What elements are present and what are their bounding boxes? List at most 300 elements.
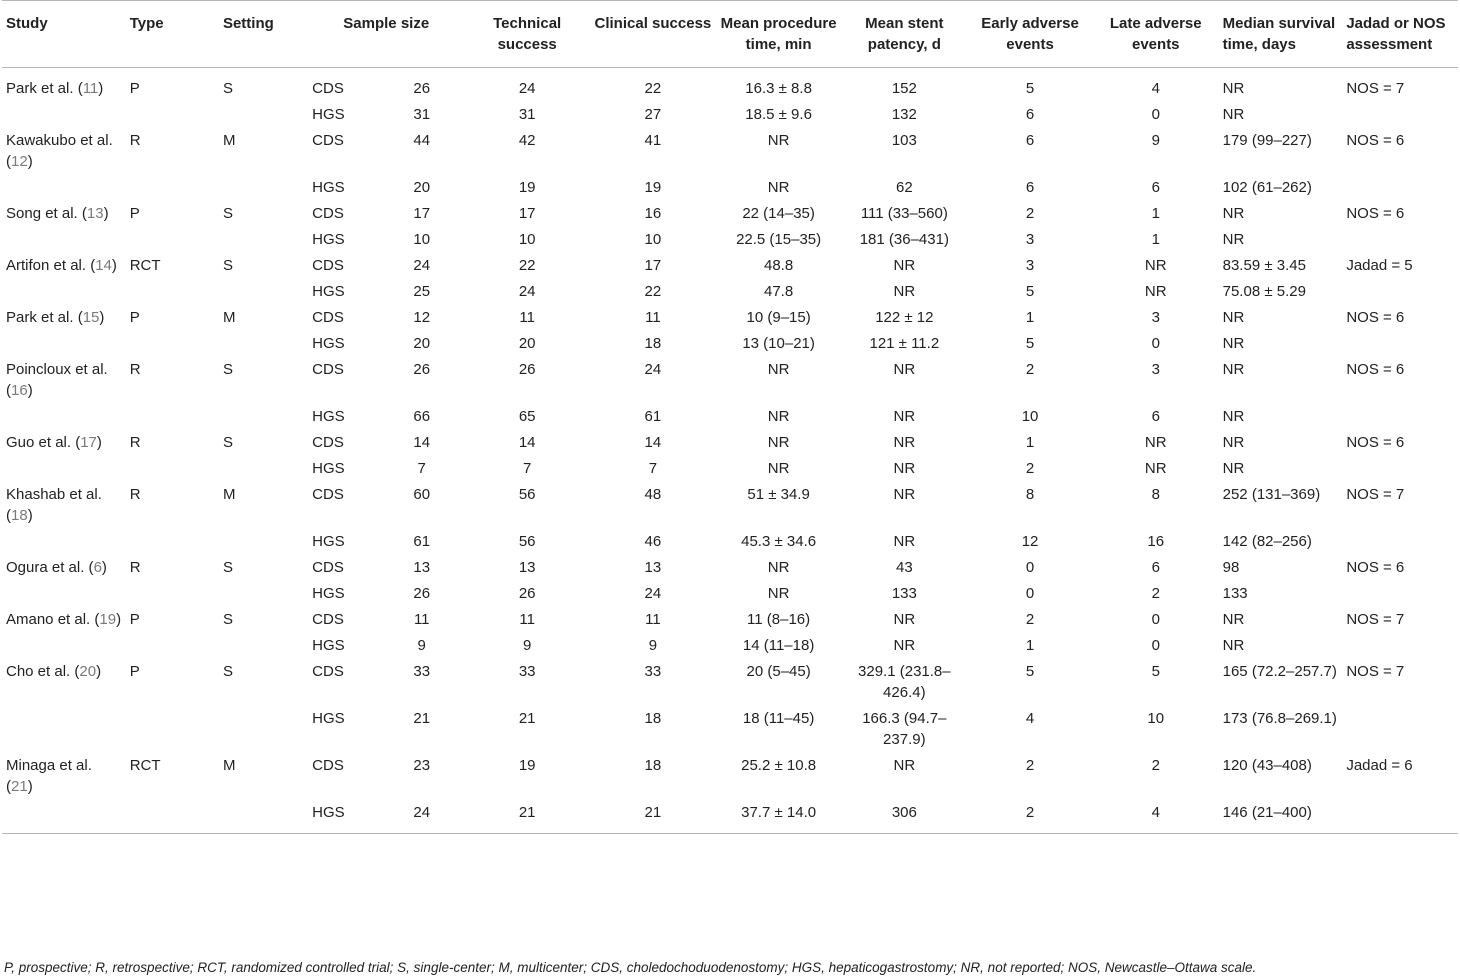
cell-procedure-time: 11 (8–16) [747, 611, 811, 628]
cell-type: P [129, 205, 140, 222]
cell-group: CDS [312, 257, 344, 274]
cell-technical-success: 11 [519, 611, 535, 628]
table-row [2, 404, 1458, 430]
cell-clinical-success: 7 [648, 460, 658, 477]
cell-sample-size: 11 [413, 611, 430, 628]
cell-stent-patency: 111 (33–560) [860, 205, 948, 222]
cell-procedure-time: 20 (5–45) [746, 663, 811, 680]
cell-early-adverse: 5 [1025, 283, 1035, 300]
cell-technical-success: 9 [523, 637, 532, 654]
cell-technical-success: 14 [518, 434, 536, 451]
cell-setting [219, 800, 308, 834]
header-setting: Setting [219, 1, 308, 68]
cell-sample-size: 31 [413, 106, 431, 123]
cell-procedure-time: NR [767, 434, 790, 451]
cell-setting: S [222, 559, 233, 576]
table-row [2, 581, 1458, 607]
cell-setting [219, 331, 308, 357]
cell-sample-size: 61 [413, 533, 431, 550]
cell-study [2, 800, 126, 834]
cell-late-adverse: 3 [1151, 361, 1160, 378]
cell-study: Minaga et al. (21) [6, 757, 92, 795]
header-median-survival: Median survival time, days [1219, 1, 1343, 68]
table-row [2, 68, 1458, 103]
study-name: Song et al. [6, 205, 78, 222]
cell-clinical-success: 41 [644, 132, 662, 149]
cell-clinical-success: 18 [644, 710, 662, 727]
cell-clinical-success: 18 [644, 335, 662, 352]
cell-stent-patency: 306 [841, 800, 967, 834]
cell-early-adverse: 2 [967, 800, 1093, 834]
cell-early-adverse: 10 [1021, 408, 1039, 425]
table-row [2, 482, 1458, 529]
cell-type [126, 456, 219, 482]
cell-technical-success: 22 [518, 257, 536, 274]
cell-setting: M [222, 132, 236, 149]
cell-median-survival: 165 (72.2–257.7) [1222, 663, 1337, 680]
reference-number: 12 [11, 153, 28, 170]
cell-late-adverse: 0 [1151, 106, 1160, 123]
cell-technical-success: 31 [518, 106, 536, 123]
cell-early-adverse: 5 [1025, 335, 1035, 352]
cell-early-adverse: 6 [1025, 106, 1035, 123]
cell-stent-patency: NR [893, 257, 916, 274]
cell-setting [219, 227, 308, 253]
cell-clinical-success: 17 [644, 257, 662, 274]
cell-clinical-success: 11 [645, 309, 661, 326]
cell-group: CDS [312, 132, 344, 149]
cell-procedure-time: 25.2 ± 10.8 [741, 757, 817, 774]
cell-stent-patency: 122 ± 12 [875, 309, 934, 326]
header-clinical-success: Clinical success [590, 1, 716, 68]
study-name: Artifon et al. [6, 257, 87, 274]
cell-setting [219, 279, 308, 305]
header-late-adverse: Late adverse events [1093, 1, 1219, 68]
cell-sample-size: 13 [413, 559, 431, 576]
reference-number: 19 [99, 611, 117, 628]
cell-early-adverse: 2 [1025, 757, 1035, 774]
reference-number: 17 [80, 434, 97, 451]
cell-setting: M [222, 309, 236, 326]
cell-type [126, 633, 219, 659]
cell-stent-patency: 152 [891, 80, 917, 97]
cell-group: CDS [312, 309, 344, 326]
cell-type: R [129, 434, 141, 451]
cell-procedure-time: 18.5 ± 9.6 [745, 106, 812, 123]
cell-study: Park et al. (15) [6, 309, 105, 326]
cell-assessment [1342, 800, 1458, 834]
cell-assessment [1342, 633, 1458, 659]
cell-group: HGS [312, 283, 345, 300]
cell-type [126, 175, 219, 201]
cell-median-survival: 179 (99–227) [1222, 132, 1312, 149]
cell-group: CDS [312, 663, 344, 680]
study-name: Guo et al. [6, 434, 72, 451]
cell-late-adverse: 1 [1151, 231, 1160, 248]
cell-median-survival: 98 [1222, 559, 1240, 576]
cell-study: Artifon et al. (14) [6, 257, 117, 274]
table-row [2, 659, 1458, 706]
cell-early-adverse: 3 [1025, 231, 1035, 248]
cell-late-adverse: 8 [1151, 486, 1160, 503]
cell-setting [219, 456, 308, 482]
cell-group: CDS [312, 434, 344, 451]
header-type: Type [126, 1, 219, 68]
reference-number: 15 [82, 309, 100, 326]
cell-clinical-success: 18 [644, 757, 662, 774]
cell-technical-success: 24 [518, 80, 536, 97]
table-row [2, 279, 1458, 305]
cell-group: CDS [312, 80, 344, 97]
cell-procedure-time: 37.7 ± 14.0 [716, 800, 842, 834]
cell-median-survival: NR [1222, 80, 1245, 97]
cell-group: HGS [312, 585, 345, 602]
cell-study: Khashab et al. (18) [6, 486, 102, 524]
table-row [2, 357, 1458, 404]
cell-study [2, 404, 126, 430]
cell-setting [219, 706, 308, 753]
cell-assessment: Jadad = 6 [1346, 757, 1413, 774]
cell-sample-size: 26 [413, 361, 431, 378]
cell-type: P [129, 80, 140, 97]
cell-setting: S [222, 663, 233, 680]
cell-early-adverse: 0 [1025, 559, 1035, 576]
cell-clinical-success: 24 [644, 361, 662, 378]
table-row [2, 456, 1458, 482]
reference-number: 20 [79, 663, 97, 680]
header-stent-patency: Mean stent patency, d [841, 1, 967, 68]
cell-clinical-success: 10 [644, 231, 662, 248]
cell-type [126, 404, 219, 430]
cell-median-survival: 83.59 ± 3.45 [1222, 257, 1306, 274]
cell-clinical-success: 48 [644, 486, 662, 503]
cell-stent-patency: NR [893, 486, 916, 503]
table-row [2, 529, 1458, 555]
cell-assessment: NOS = 7 [1346, 80, 1405, 97]
cell-sample-size: 60 [413, 486, 431, 503]
cell-technical-success: 26 [518, 361, 536, 378]
table-row [2, 633, 1458, 659]
cell-study: Poincloux et al. (16) [6, 361, 108, 399]
cell-early-adverse: 4 [1025, 710, 1035, 727]
table-row [2, 201, 1458, 227]
cell-assessment: Jadad = 5 [1346, 257, 1413, 274]
cell-setting [219, 581, 308, 607]
cell-technical-success: 11 [519, 309, 535, 326]
cell-group: CDS [312, 361, 344, 378]
cell-clinical-success: 22 [644, 80, 662, 97]
cell-setting: S [222, 434, 233, 451]
cell-group: HGS [312, 335, 345, 352]
cell-median-survival: NR [1222, 611, 1245, 628]
cell-setting: M [222, 486, 236, 503]
cell-assessment [1342, 404, 1458, 430]
cell-type: P [129, 611, 140, 628]
cell-median-survival: NR [1222, 361, 1245, 378]
cell-assessment: NOS = 6 [1346, 132, 1405, 149]
cell-technical-success: 19 [518, 179, 536, 196]
cell-group: CDS [312, 486, 344, 503]
cell-assessment: NOS = 7 [1346, 611, 1405, 628]
cell-group: HGS [308, 800, 379, 834]
cell-median-survival: NR [1222, 309, 1245, 326]
cell-procedure-time: NR [767, 361, 790, 378]
cell-early-adverse: 2 [1025, 611, 1035, 628]
cell-study: Cho et al. (20) [6, 663, 102, 680]
cell-late-adverse: 0 [1151, 335, 1160, 352]
cell-procedure-time: 10 (9–15) [746, 309, 811, 326]
cell-group: HGS [312, 710, 345, 727]
cell-clinical-success: 14 [644, 434, 662, 451]
cell-group: HGS [312, 460, 345, 477]
cell-group: HGS [312, 637, 345, 654]
cell-clinical-success: 13 [644, 559, 662, 576]
cell-study: Park et al. (11) [6, 80, 104, 97]
cell-stent-patency: 43 [895, 559, 913, 576]
cell-study: Ogura et al. (6) [6, 559, 107, 576]
cell-stent-patency: 133 [891, 585, 917, 602]
header-row [2, 1, 1458, 68]
cell-sample-size: 17 [413, 205, 431, 222]
reference-number: 13 [86, 205, 104, 222]
cell-stent-patency: NR [893, 408, 916, 425]
cell-assessment [1342, 227, 1458, 253]
study-name: Park et al. [6, 80, 74, 97]
cell-study [2, 279, 126, 305]
cell-study [2, 175, 126, 201]
cell-assessment [1342, 175, 1458, 201]
cell-sample-size: 20 [413, 335, 431, 352]
cell-study: Kawakubo et al. (12) [6, 132, 113, 170]
cell-stent-patency: NR [893, 637, 916, 654]
cell-setting: M [222, 757, 236, 774]
cell-clinical-success: 9 [648, 637, 658, 654]
cell-sample-size: 44 [413, 132, 431, 149]
cell-procedure-time: 45.3 ± 34.6 [741, 533, 817, 550]
cell-late-adverse: 3 [1151, 309, 1160, 326]
cell-median-survival: 173 (76.8–269.1) [1222, 710, 1337, 727]
cell-group: CDS [312, 611, 344, 628]
cell-clinical-success: 11 [645, 611, 661, 628]
header-sample-size: Sample size [308, 1, 464, 68]
cell-early-adverse: 1 [1025, 309, 1035, 326]
cell-clinical-success: 24 [644, 585, 662, 602]
cell-late-adverse: NR [1144, 460, 1167, 477]
cell-assessment: NOS = 6 [1346, 559, 1405, 576]
cell-median-survival: NR [1222, 408, 1245, 425]
cell-study [2, 331, 126, 357]
cell-type [126, 800, 219, 834]
cell-sample-size: 10 [413, 231, 431, 248]
study-name: Kawakubo et al. [6, 132, 113, 149]
reference-number: 14 [95, 257, 112, 274]
reference-number: 6 [93, 559, 102, 576]
cell-technical-success: 56 [518, 533, 536, 550]
cell-group: CDS [312, 757, 344, 774]
cell-procedure-time: NR [767, 132, 790, 149]
cell-type: R [129, 486, 141, 503]
cell-stent-patency: NR [893, 460, 916, 477]
table-row [2, 753, 1458, 800]
cell-median-survival: NR [1222, 231, 1245, 248]
cell-type [126, 102, 219, 128]
cell-early-adverse: 8 [1025, 486, 1035, 503]
cell-study: Song et al. (13) [6, 205, 109, 222]
cell-setting: S [222, 205, 233, 222]
reference-number: 18 [11, 507, 28, 524]
table-footnote: P, prospective; R, retrospective; RCT, randomized controlled trial; S, single-center; M, multicenter; CDS, choledochoduodenostomy; HGS, hepaticogastrostomy; NR, not reported; NOS, Newcastle–Ottawa scale. [4, 960, 1257, 975]
cell-early-adverse: 3 [1025, 257, 1035, 274]
cell-early-adverse: 2 [1025, 460, 1035, 477]
cell-technical-success: 20 [518, 335, 536, 352]
cell-median-survival: NR [1222, 637, 1245, 654]
cell-stent-patency: 181 (36–431) [859, 231, 949, 248]
cell-late-adverse: 5 [1151, 663, 1160, 680]
cell-group: CDS [312, 559, 344, 576]
table-row [2, 555, 1458, 581]
study-name: Ogura et al. [6, 559, 85, 576]
cell-technical-success: 65 [518, 408, 536, 425]
cell-assessment: NOS = 6 [1346, 309, 1405, 326]
cell-median-survival: 142 (82–256) [1222, 533, 1312, 550]
cell-early-adverse: 12 [1021, 533, 1039, 550]
cell-late-adverse: 4 [1093, 800, 1219, 834]
cell-sample-size: 12 [413, 309, 431, 326]
cell-assessment [1342, 706, 1458, 753]
cell-assessment: NOS = 6 [1346, 434, 1405, 451]
cell-type [126, 331, 219, 357]
cell-setting [219, 404, 308, 430]
cell-sample-size: 21 [413, 710, 431, 727]
cell-type [126, 279, 219, 305]
cell-procedure-time: 48.8 [764, 257, 794, 274]
cell-setting [219, 102, 308, 128]
cell-stent-patency: NR [893, 283, 916, 300]
table-row [2, 706, 1458, 753]
cell-early-adverse: 2 [1025, 361, 1035, 378]
cell-study [2, 633, 126, 659]
cell-technical-success: 26 [518, 585, 536, 602]
cell-late-adverse: 6 [1151, 559, 1160, 576]
cell-stent-patency: 103 [891, 132, 917, 149]
cell-late-adverse: NR [1144, 283, 1167, 300]
cell-procedure-time: 22.5 (15–35) [736, 231, 822, 248]
study-name: Cho et al. [6, 663, 71, 680]
cell-type: R [129, 361, 141, 378]
study-name: Poincloux et al. [6, 361, 108, 378]
cell-group: HGS [312, 106, 345, 123]
cell-assessment [1342, 529, 1458, 555]
cell-study [2, 529, 126, 555]
study-name: Minaga et al. [6, 757, 92, 774]
cell-early-adverse: 1 [1025, 637, 1035, 654]
table-row [2, 607, 1458, 633]
cell-clinical-success: 19 [644, 179, 662, 196]
cell-setting: S [222, 80, 233, 97]
header-early-adverse: Early adverse events [967, 1, 1093, 68]
cell-late-adverse: 2 [1151, 585, 1160, 602]
cell-technical-success: 56 [518, 486, 536, 503]
cell-median-survival: 102 (61–262) [1222, 179, 1312, 196]
cell-sample-size: 9 [417, 637, 426, 654]
cell-late-adverse: 0 [1151, 611, 1160, 628]
cell-setting [219, 175, 308, 201]
cell-late-adverse: 10 [1147, 710, 1165, 727]
cell-late-adverse: 6 [1151, 408, 1160, 425]
cell-procedure-time: NR [767, 179, 790, 196]
table-row [2, 175, 1458, 201]
cell-group: HGS [312, 533, 345, 550]
cell-type [126, 706, 219, 753]
cell-median-survival: NR [1222, 106, 1245, 123]
table-row [2, 102, 1458, 128]
cell-procedure-time: NR [767, 585, 790, 602]
cell-stent-patency: 132 [891, 106, 917, 123]
cell-technical-success: 21 [518, 710, 536, 727]
cell-procedure-time: 51 ± 34.9 [747, 486, 810, 503]
cell-technical-success: 13 [518, 559, 536, 576]
cell-type: P [129, 309, 140, 326]
cell-stent-patency: NR [893, 757, 916, 774]
cell-median-survival: NR [1222, 434, 1245, 451]
cell-early-adverse: 1 [1025, 434, 1035, 451]
cell-technical-success: 42 [518, 132, 536, 149]
cell-technical-success: 10 [518, 231, 536, 248]
cell-type: P [129, 663, 140, 680]
cell-median-survival: 252 (131–369) [1222, 486, 1321, 503]
cell-technical-success: 33 [518, 663, 536, 680]
cell-sample-size: 7 [417, 460, 426, 477]
cell-stent-patency: 329.1 (231.8–426.4) [858, 663, 951, 701]
cell-stent-patency: NR [893, 533, 916, 550]
cell-late-adverse: NR [1144, 434, 1167, 451]
cell-study [2, 227, 126, 253]
cell-late-adverse: 2 [1151, 757, 1160, 774]
cell-procedure-time: NR [767, 559, 790, 576]
cell-clinical-success: 16 [644, 205, 662, 222]
cell-late-adverse: 6 [1151, 179, 1160, 196]
cell-type: R [129, 132, 141, 149]
cell-study [2, 456, 126, 482]
reference-number: 16 [11, 382, 28, 399]
cell-sample-size: 26 [413, 80, 431, 97]
study-name: Khashab et al. [6, 486, 102, 503]
table-body [2, 68, 1458, 834]
cell-sample-size: 24 [413, 257, 431, 274]
study-characteristics-table [2, 0, 1458, 834]
cell-median-survival: NR [1222, 205, 1245, 222]
cell-type [126, 581, 219, 607]
cell-median-survival: 120 (43–408) [1222, 757, 1312, 774]
cell-group: CDS [312, 205, 344, 222]
cell-early-adverse: 5 [1025, 663, 1035, 680]
cell-setting: S [222, 611, 233, 628]
cell-median-survival: 146 (21–400) [1219, 800, 1343, 834]
cell-type: RCT [129, 257, 161, 274]
cell-setting [219, 529, 308, 555]
cell-clinical-success: 21 [590, 800, 716, 834]
cell-study: Amano et al. (19) [6, 611, 122, 628]
cell-assessment: NOS = 6 [1346, 361, 1405, 378]
cell-setting: S [222, 361, 233, 378]
cell-clinical-success: 33 [644, 663, 662, 680]
cell-procedure-time: NR [767, 460, 790, 477]
cell-late-adverse: NR [1144, 257, 1167, 274]
cell-assessment [1342, 456, 1458, 482]
cell-procedure-time: NR [767, 408, 790, 425]
cell-sample-size: 25 [413, 283, 431, 300]
cell-study [2, 706, 126, 753]
